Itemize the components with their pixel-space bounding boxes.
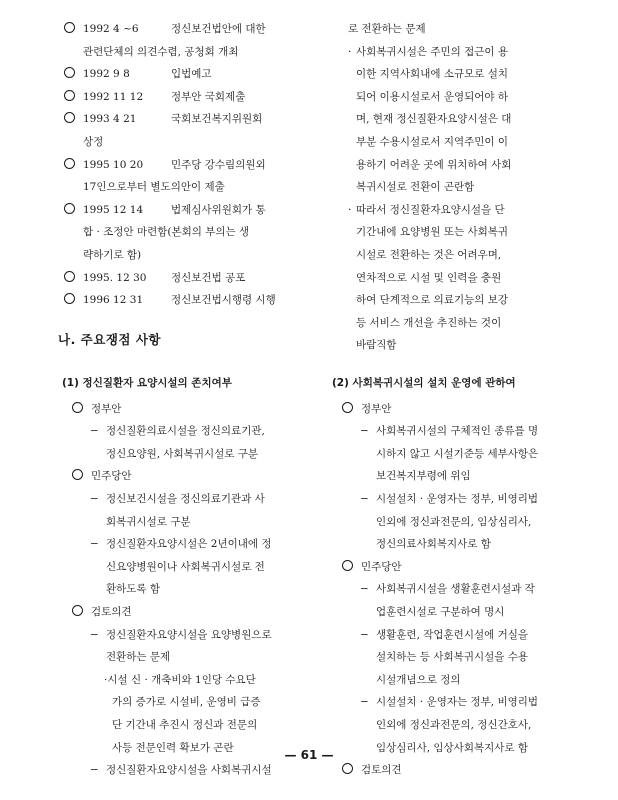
section-heading: 나. 주요쟁점 사항 xyxy=(58,332,161,347)
circle-bullet-icon xyxy=(64,271,75,282)
bullet-text-continued: 이한 지역사회내에 소규모로 설치 xyxy=(356,68,509,81)
dash-item-text-continued: 보건복지부령에 위임 xyxy=(376,470,471,483)
group-heading xyxy=(332,556,562,579)
dash-item xyxy=(62,759,308,782)
dash-item-text-continued: 인외에 정신과전문의, 임상심리사, xyxy=(376,515,532,528)
dash-bullet-icon: − xyxy=(360,425,369,438)
bullet-text-continued: 시설로 전환하는 것은 어려우며, xyxy=(356,248,502,261)
group-label: 민주당안 xyxy=(91,470,132,483)
group-heading xyxy=(332,398,562,421)
right-bottom-column xyxy=(332,372,562,782)
dash-item-text: 시설설치 · 운영자는 정부, 비영리법 xyxy=(376,492,539,505)
bullet-text: 사회복귀시설은 주민의 접근이 용 xyxy=(356,45,509,58)
dash-item xyxy=(62,420,308,443)
group-label: 검토의견 xyxy=(91,605,132,618)
dash-item-text-continued: 환하도록 함 xyxy=(106,583,161,596)
timeline-date: 1995 12 14 xyxy=(83,203,144,216)
bullet-text-continued: 부분 수용시설로서 지역주민이 이 xyxy=(356,135,509,148)
subsection-title: (1) 정신질환자 요양시설의 존치여부 xyxy=(62,377,232,389)
circle-bullet-icon xyxy=(72,605,83,616)
group-heading xyxy=(332,759,562,782)
circle-bullet-icon xyxy=(64,90,75,101)
dash-item-text-continued: 시하지 않고 시설기준등 세부사항은 xyxy=(376,447,539,460)
timeline-date: 1995 10 20 xyxy=(83,158,144,171)
dash-item-text-continued: 신요양병원이나 사회복귀시설로 전 xyxy=(106,560,265,573)
circle-bullet-icon xyxy=(72,402,83,413)
timeline-date: 1995. 12 30 xyxy=(83,271,147,284)
dot-bullet-icon: · xyxy=(348,203,352,216)
timeline-text-continued: 략하기로 함) xyxy=(83,248,142,261)
circle-bullet-icon xyxy=(342,560,353,571)
dash-item-text: 정신질환자요양시설은 2년이내에 정 xyxy=(106,538,272,551)
bullet-text-continued: 용하기 어려운 곳에 위치하여 사회 xyxy=(356,158,512,171)
circle-bullet-icon xyxy=(342,763,353,774)
dash-item xyxy=(62,624,308,647)
timeline-date: 1992 9 8 xyxy=(83,68,130,81)
dash-item-text-continued: 정신의료사회복지사로 함 xyxy=(376,538,491,551)
dash-item xyxy=(332,691,562,714)
dash-bullet-icon: − xyxy=(90,425,99,438)
dot-bullet-icon: · xyxy=(104,673,108,686)
dash-item-text-continued: 회복귀시설로 구분 xyxy=(106,515,191,528)
group-label: 정부안 xyxy=(361,402,392,415)
dash-item-text: 시설설치 · 운영자는 정부, 비영리법 xyxy=(376,696,539,709)
dash-bullet-icon: − xyxy=(90,492,99,505)
circle-bullet-icon xyxy=(64,67,75,78)
dash-bullet-icon: − xyxy=(360,583,369,596)
dash-item xyxy=(332,624,562,647)
timeline-text-continued: 17인으로부터 별도의안이 제출 xyxy=(83,181,225,194)
bullet-text-continued: 하여 단계적으로 의료기능의 보강 xyxy=(356,294,509,307)
group-heading xyxy=(62,398,308,421)
dash-item-text-continued: 정신요양원, 사회복귀시설로 구분 xyxy=(106,447,259,460)
timeline-date: 1992 11 12 xyxy=(83,90,144,103)
timeline-text: 정신보건법 공포 xyxy=(171,271,246,284)
timeline-text-continued: 상정 xyxy=(83,135,104,148)
bullet-item xyxy=(348,199,560,222)
bullet-item xyxy=(348,41,560,64)
circle-bullet-icon xyxy=(64,293,75,304)
dash-item-text: 정신질환자요양시설을 사회복귀시설 xyxy=(106,764,272,777)
dash-item-text-continued: 업훈련시설로 구분하여 명시 xyxy=(376,605,505,618)
dash-item-text: 사회복귀시설의 구체적인 종류를 명 xyxy=(376,425,539,438)
dash-item-text: 정신질환자요양시설을 요양병원으로 xyxy=(106,628,272,641)
timeline-item xyxy=(64,63,304,86)
bullet-text-continued: 되어 이용시설로서 운영되어야 하 xyxy=(356,90,509,103)
dash-item-text-continued: 인외에 정신과전문의, 정신간호사, xyxy=(376,718,532,731)
sub-bullet-text: 시설 신 · 개축비와 1인당 수요단 xyxy=(107,673,256,686)
bullet-text-continued: 며, 현재 정신질환자요양시설은 대 xyxy=(356,113,512,126)
bullet-text: 따라서 정신질환자요양시설을 단 xyxy=(356,203,505,216)
timeline-text: 정신보건법안에 대한 xyxy=(171,23,266,35)
group-label: 민주당안 xyxy=(361,560,402,573)
bullet-text-continued: 연차적으로 시설 및 인력을 충원 xyxy=(356,271,502,284)
timeline-date: 1992 4 ~6 xyxy=(83,23,139,35)
timeline-item xyxy=(64,267,304,290)
group-label: 검토의견 xyxy=(361,764,402,777)
timeline-text: 법제심사위원회가 통 xyxy=(171,203,266,216)
dash-item-text-continued: 시설개념으로 정의 xyxy=(376,673,461,686)
timeline-item xyxy=(64,289,304,312)
circle-bullet-icon xyxy=(64,203,75,214)
timeline-item xyxy=(64,18,304,41)
bullet-text-continued: 복귀시설로 전환이 곤란함 xyxy=(356,181,475,194)
circle-bullet-icon xyxy=(64,112,75,123)
continued-line: 로 전환하는 문제 xyxy=(348,23,426,35)
dash-item xyxy=(332,488,562,511)
timeline-item xyxy=(64,154,304,177)
timeline-text: 국회보건복지위원회 xyxy=(171,113,263,126)
page-number: — 61 — xyxy=(284,748,334,762)
timeline-text-continued: 합 · 조정안 마련함(본회의 부의는 생 xyxy=(83,226,250,239)
sub-bullet-text-continued: 단 기간내 추진시 정신과 전문의 xyxy=(112,718,258,731)
dash-item-text-continued: 전환하는 문제 xyxy=(106,651,171,664)
timeline-text: 민주당 강수림의원외 xyxy=(171,158,266,171)
bullet-text-continued: 기간내에 요양병원 또는 사회복귀 xyxy=(356,226,509,239)
bullet-text-continued: 등 서비스 개선을 추진하는 것이 xyxy=(356,316,502,329)
bullet-text-continued: 바람직함 xyxy=(356,339,397,352)
dash-item-text: 생활훈련, 작업훈련시설에 거실을 xyxy=(376,628,529,641)
timeline-item xyxy=(64,86,304,109)
group-label: 정부안 xyxy=(91,402,122,415)
dash-item-text-continued: 임상심리사, 임상사회복지사로 함 xyxy=(376,741,529,754)
dash-bullet-icon: − xyxy=(360,628,369,641)
timeline-item xyxy=(64,108,304,131)
dash-item-text: 사회복귀시설을 생활훈련시설과 작 xyxy=(376,583,535,596)
sub-bullet-text-continued: 가의 증가로 시설비, 운영비 급증 xyxy=(112,696,261,709)
right-top-column xyxy=(348,18,560,357)
dash-bullet-icon: − xyxy=(360,696,369,709)
timeline-list xyxy=(64,18,304,312)
dash-item xyxy=(332,420,562,443)
dash-item xyxy=(332,578,562,601)
timeline-text-continued: 관련단체의 의견수렴, 공청회 개최 xyxy=(83,45,239,58)
dash-item-text: 정신질환의료시설을 정신의료기관, xyxy=(106,425,265,438)
timeline-item xyxy=(64,199,304,222)
dash-item xyxy=(62,488,308,511)
timeline-text: 입법예고 xyxy=(171,68,212,81)
circle-bullet-icon xyxy=(64,158,75,169)
group-heading xyxy=(62,465,308,488)
sub-bullet-item xyxy=(62,669,308,692)
subsection-title: (2) 사회복귀시설의 설치 운영에 관하여 xyxy=(332,377,516,389)
dash-bullet-icon: − xyxy=(90,764,99,777)
dash-bullet-icon: − xyxy=(90,538,99,551)
timeline-date: 1993 4 21 xyxy=(83,113,137,126)
dash-bullet-icon: − xyxy=(90,628,99,641)
dot-bullet-icon: · xyxy=(348,45,352,58)
timeline-date: 1996 12 31 xyxy=(83,294,144,307)
circle-bullet-icon xyxy=(64,22,75,33)
sub-bullet-text-continued: 사등 전문인력 확보가 곤란 xyxy=(112,741,234,754)
circle-bullet-icon xyxy=(342,402,353,413)
dash-item-text: 정신보건시설을 정신의료기관과 사 xyxy=(106,492,265,505)
circle-bullet-icon xyxy=(72,469,83,480)
timeline-text: 정부안 국회제출 xyxy=(171,90,246,103)
dash-bullet-icon: − xyxy=(360,492,369,505)
left-bottom-column xyxy=(62,372,308,782)
group-heading xyxy=(62,601,308,624)
dash-item xyxy=(62,533,308,556)
dash-item-text-continued: 설치하는 등 사회복귀시설을 수용 xyxy=(376,651,529,664)
timeline-text: 정신보건법시행령 시행 xyxy=(171,294,276,307)
